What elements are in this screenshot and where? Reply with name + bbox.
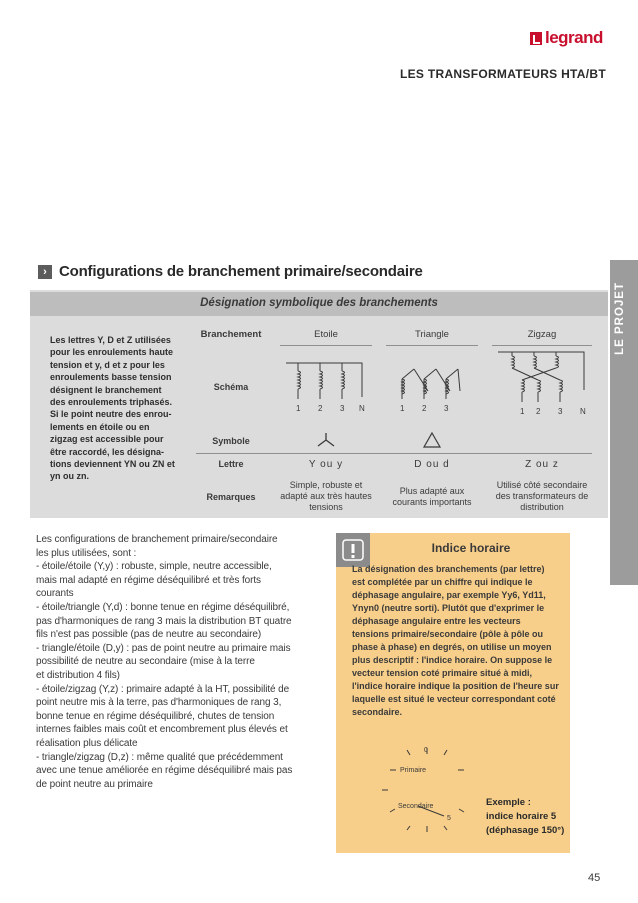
body-line: - étoile/étoile (Y,y) : robuste, simple, neutre accessible,: [36, 561, 272, 573]
info-title: Indice horaire: [431, 541, 511, 555]
connections-table: [196, 323, 592, 519]
letter-zigzag: Z ou z: [525, 458, 559, 470]
zigzag-label-n: N: [580, 407, 586, 416]
body-line: possibilité de neutre au secondaire (mise à la terre: [36, 656, 255, 668]
section-title: Configurations de branchement primaire/secondaire: [59, 263, 423, 280]
body-line: Les configurations de branchement primaire/secondaire: [36, 534, 278, 545]
warning-icon: [336, 533, 370, 567]
row-label-lettre: Lettre: [218, 459, 244, 469]
zigzag-label-2: 2: [536, 407, 541, 416]
side-tab-label: LE PROJET: [614, 282, 626, 355]
body-text: [36, 533, 316, 791]
body-line: les plus utilisées, sont :: [36, 547, 137, 559]
body-line: réalisation plus délicate: [36, 737, 138, 749]
legrand-logo: [530, 30, 603, 46]
example-line: (déphasage 150°): [486, 825, 565, 836]
table-header-row: [196, 323, 592, 346]
col-header-etoile: Etoile: [280, 323, 372, 346]
zigzag-label-3: 3: [558, 407, 563, 416]
symbol-triangle: [386, 428, 478, 454]
triangle-symbol-icon: [420, 431, 444, 449]
table-title: Désignation symbolique des branchements: [200, 297, 438, 309]
clock-example: [486, 796, 564, 838]
info-text: La désignation des branchements (par lettre) est complétée par un chiffre qui indique le déphasage angulaire, par exemple Yy6, Yd11, Ynyn0 (neutre sorti). Plutôt que d'exprimer le déphasage angulaire entre les vecteurs tensions primaire/secondaire (pôle à pôle ou phase à phase) en degrés, on utilise un moyen plus descriptif : l'indice horaire. On suppose le vecteur tension coté primaire situé à midi, l'indice horaire indique la position de l'heure sur laquelle est situé le vecteur correspondant coté secondaire.: [352, 564, 559, 717]
body-line: et distribution 4 fils): [36, 669, 120, 681]
body-line: - étoile/triangle (Y,d) : bonne tenue en régime déséquilibré,: [36, 601, 290, 613]
body-line: point neutre mis à la terre, pas d'harmoniques de rang 3,: [36, 697, 282, 709]
row-label-branchement: Branchement: [200, 329, 262, 340]
letter-etoile: Y ou y: [308, 458, 344, 470]
zigzag-label-1: 1: [520, 407, 525, 416]
col-header-zigzag: Zigzag: [492, 323, 592, 346]
remark-etoile: Simple, robuste et adapté aux très hautes tensions: [280, 480, 372, 512]
body-line: bonne tenue en régime déséquilibré, chutes de tension: [36, 710, 275, 722]
table-row-schema: [196, 346, 592, 428]
delta-label-3: 3: [444, 404, 449, 413]
star-symbol-icon: [314, 431, 338, 449]
letter-triangle: D ou d: [414, 458, 450, 470]
delta-label-2: 2: [422, 404, 427, 413]
schema-triangle: [386, 346, 478, 428]
body-line: fils n'est pas possible (pas de neutre au secondaire): [36, 629, 262, 641]
schema-zigzag: [492, 346, 592, 428]
delta-label-1: 1: [400, 404, 405, 413]
col-header-triangle: Triangle: [386, 323, 478, 346]
example-line: indice horaire 5: [486, 811, 557, 822]
body-line: - triangle/zigzag (D,z) : même qualité que précédemment: [36, 751, 283, 763]
body-line: pas d'harmoniques de rang 3 mais la distribution BT quatre: [36, 615, 292, 627]
row-label-schema: Schéma: [213, 382, 249, 392]
body-line: - étoile/zigzag (Y,z) : primaire adapté à la HT, possibilité de: [36, 683, 290, 695]
section-heading: [38, 263, 423, 280]
table-row-symbole: [196, 428, 592, 454]
row-label-remarques: Remarques: [206, 491, 256, 502]
star-label-1: 1: [296, 404, 301, 413]
example-line: Exemple :: [486, 797, 531, 808]
table-side-note: Les lettres Y, D et Z utilisées pour les enroulements haute tension et y, d et z pour les enroulements basse tension désignent le branchement des enroulements triphasés. Si le point neutre des enrou-lements en étoile ou en zigzag est accessible pour être raccordé, les désigna-tions deviennent YN ou ZN et yn ou zn.: [50, 335, 175, 482]
body-line: avec une tenue améliorée en régime déséquilibré mais pas: [36, 765, 293, 777]
clock-label-5: 5: [447, 815, 451, 822]
delta-schematic-icon: [388, 351, 476, 421]
zigzag-schematic-icon: [492, 346, 592, 426]
table-row-remarques: [196, 474, 592, 519]
star-label-3: 3: [340, 404, 345, 413]
table-row-lettre: [196, 454, 592, 474]
remark-triangle: Plus adapté aux courants importants: [392, 485, 472, 507]
body-line: mais mal adapté en régime déséquilibré et très forts: [36, 574, 261, 586]
chapter-title: LES TRANSFORMATEURS HTA/BT: [399, 67, 606, 81]
remark-zigzag: Utilisé côté secondaire des transformateurs de distribution: [495, 480, 589, 512]
clock-label-primary: Primaire: [400, 767, 427, 774]
clock-label-0: 0: [424, 747, 428, 754]
body-line: courants: [36, 588, 74, 600]
symbol-etoile: [280, 428, 372, 454]
logo-wordmark: legrand: [545, 28, 603, 47]
symbol-zigzag: [492, 428, 592, 454]
clock-diagram-icon: [372, 740, 482, 840]
schema-etoile: [280, 346, 372, 428]
clock-label-secondary: Secondaire: [398, 803, 434, 810]
row-label-symbole: Symbole: [196, 428, 266, 454]
star-label-n: N: [359, 404, 365, 413]
body-line: de point neutre au primaire: [36, 778, 153, 790]
logo-mark-icon: [530, 32, 542, 45]
star-label-2: 2: [318, 404, 323, 413]
page-number: 45: [588, 872, 601, 884]
body-line: - triangle/étoile (D,y) : pas de point neutre au primaire mais: [36, 642, 291, 654]
chevron-right-icon: ›: [38, 265, 52, 279]
side-tab: [610, 260, 638, 585]
star-schematic-icon: [282, 351, 370, 421]
body-line: internes faibles mais coût et encombrement plus élevés et: [36, 724, 288, 736]
